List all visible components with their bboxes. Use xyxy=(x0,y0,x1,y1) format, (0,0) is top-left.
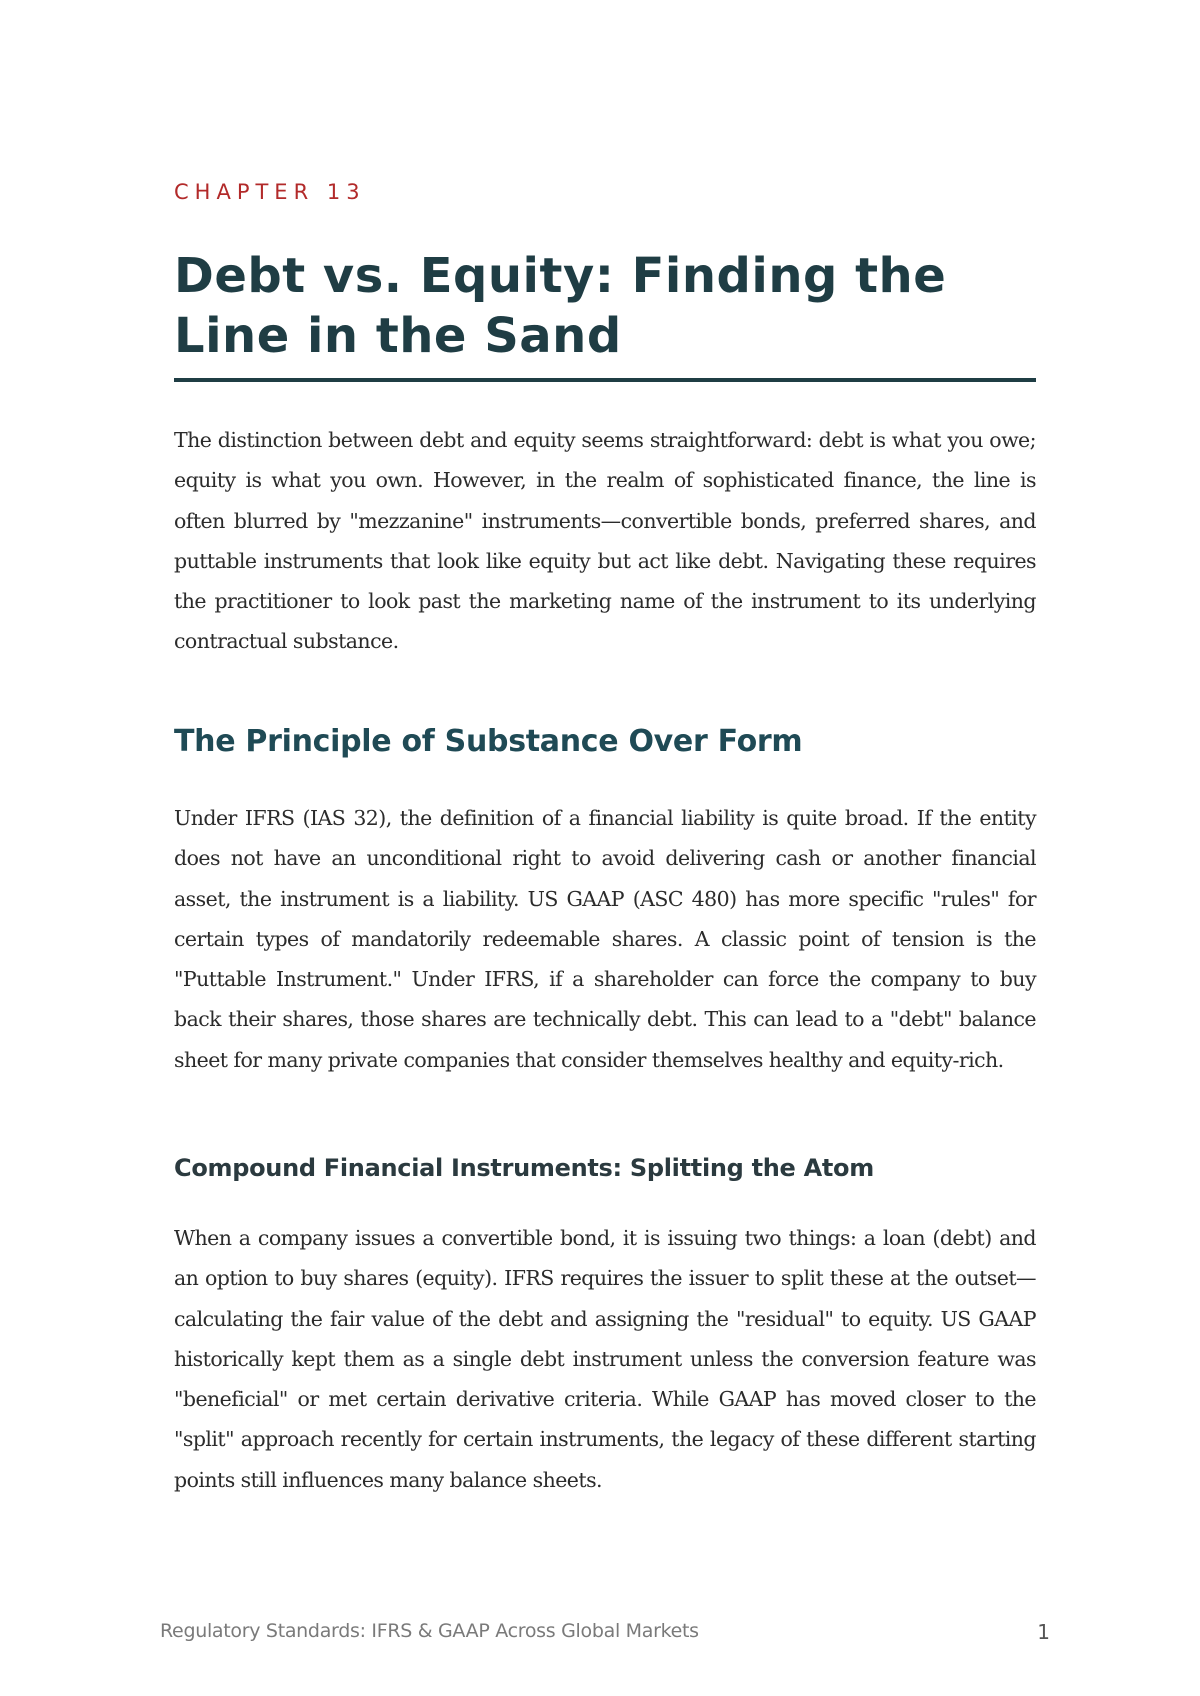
substance-paragraph: Under IFRS (IAS 32), the definition of a financial liability is quite broad. If the entity does not have an unconditional right to avoid delivering cash or another financial asset, the instrument is a liability. US GAAP (ASC 480) has more specific "rules" for certain types of mandatorily redeemable shares. A classic point of tension is the "Puttable Instrument." Under IFRS, if a shareholder can force the company to buy back their shares, those shares are technically debt. This can lead to a "debt" balance sheet for many private companies that consider themselves healthy and equity-rich. xyxy=(174,806,1036,1072)
page-number: 1 xyxy=(1037,1620,1050,1644)
compound-paragraph: When a company issues a convertible bond, it is issuing two things: a loan (debt) and an option to buy shares (equity). IFRS requires the issuer to split these at the outset—calculating the fair value of the debt and assigning the "residual" to equity. US GAAP historically kept them as a single debt instrument unless the conversion feature was "beneficial" or met certain derivative criteria. While GAAP has moved closer to the "split" approach recently for certain instruments, the legacy of these different starting points still influences many balance sheets. xyxy=(174,1226,1036,1492)
chapter-title: Debt vs. Equity: Finding the Line in the Sand xyxy=(174,248,947,364)
intro-paragraph: The distinction between debt and equity seems straightforward: debt is what you owe; equity is what you own. However, in the realm of sophisticated finance, the line is often blurred by "mezzanine" instruments—convertible bonds, preferred shares, and puttable instruments that look like equity but act like debt. Navigating these requires the practitioner to look past the marketing name of the instrument to its underlying contractual substance. xyxy=(174,428,1036,654)
footer-running-title: Regulatory Standards: IFRS & GAAP Across Global Markets xyxy=(160,1620,699,1642)
section-heading-compound: Compound Financial Instruments: Splitting the Atom xyxy=(174,1154,874,1182)
title-divider xyxy=(174,378,1036,382)
section-heading-substance: The Principle of Substance Over Form xyxy=(174,724,803,759)
chapter-label: CHAPTER 13 xyxy=(174,180,366,204)
